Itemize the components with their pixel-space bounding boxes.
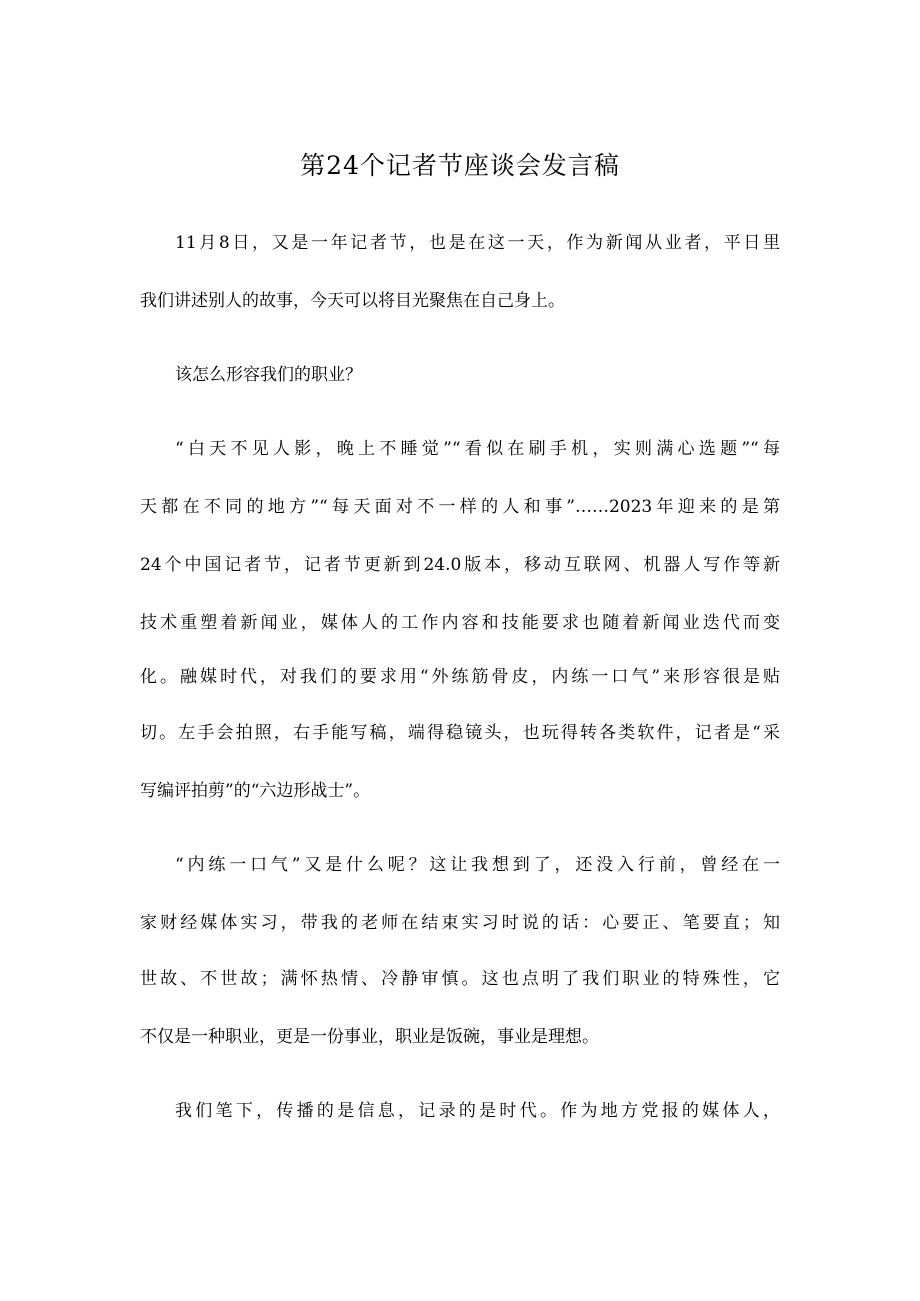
paragraph-3-line-2: 天都在不同的地方”“每天面对不一样的人和事”……2023年迎来的是第 — [140, 497, 780, 517]
paragraph-4-line-1: “内练一口气”又是什么呢？这让我想到了，还没入行前，曾经在一 — [175, 855, 780, 875]
paragraph-4-line-2: 家财经媒体实习，带我的老师在结束实习时说的话：心要正、笔要直；知 — [140, 913, 780, 933]
paragraph-2-line-1: 该怎么形容我们的职业？ — [175, 365, 362, 385]
paragraph-3-line-3: 24个中国记者节，记者节更新到24.0版本，移动互联网、机器人写作等新 — [140, 555, 780, 575]
paragraph-4-line-4: 不仅是一种职业，更是一份事业，职业是饭碗，事业是理想。 — [140, 1027, 599, 1047]
paragraph-3-line-5: 化。融媒时代，对我们的要求用“外练筋骨皮，内练一口气”来形容很是贴 — [140, 667, 780, 687]
paragraph-4-line-3: 世故、不世故；满怀热情、冷静审慎。这也点明了我们职业的特殊性，它 — [140, 969, 780, 989]
paragraph-3-line-4: 技术重塑着新闻业，媒体人的工作内容和技能要求也随着新闻业迭代而变 — [140, 613, 780, 633]
document-title: 第24个记者节座谈会发言稿 — [300, 151, 620, 180]
paragraph-3-line-7: 写编评拍剪”的“六边形战士”。 — [140, 781, 371, 801]
paragraph-3-line-6: 切。左手会拍照，右手能写稿，端得稳镜头，也玩得转各类软件，记者是“采 — [140, 723, 780, 743]
paragraph-1-line-1: 11月8日，又是一年记者节，也是在这一天，作为新闻从业者，平日里 — [175, 233, 780, 253]
paragraph-3-line-1: “白天不见人影，晚上不睡觉”“看似在刷手机，实则满心选题”“每 — [175, 439, 780, 459]
paragraph-5-line-1: 我们笔下，传播的是信息，记录的是时代。作为地方党报的媒体人， — [175, 1101, 780, 1121]
paragraph-1-line-2: 我们讲述别人的故事，今天可以将目光聚焦在自己身上。 — [140, 291, 565, 311]
